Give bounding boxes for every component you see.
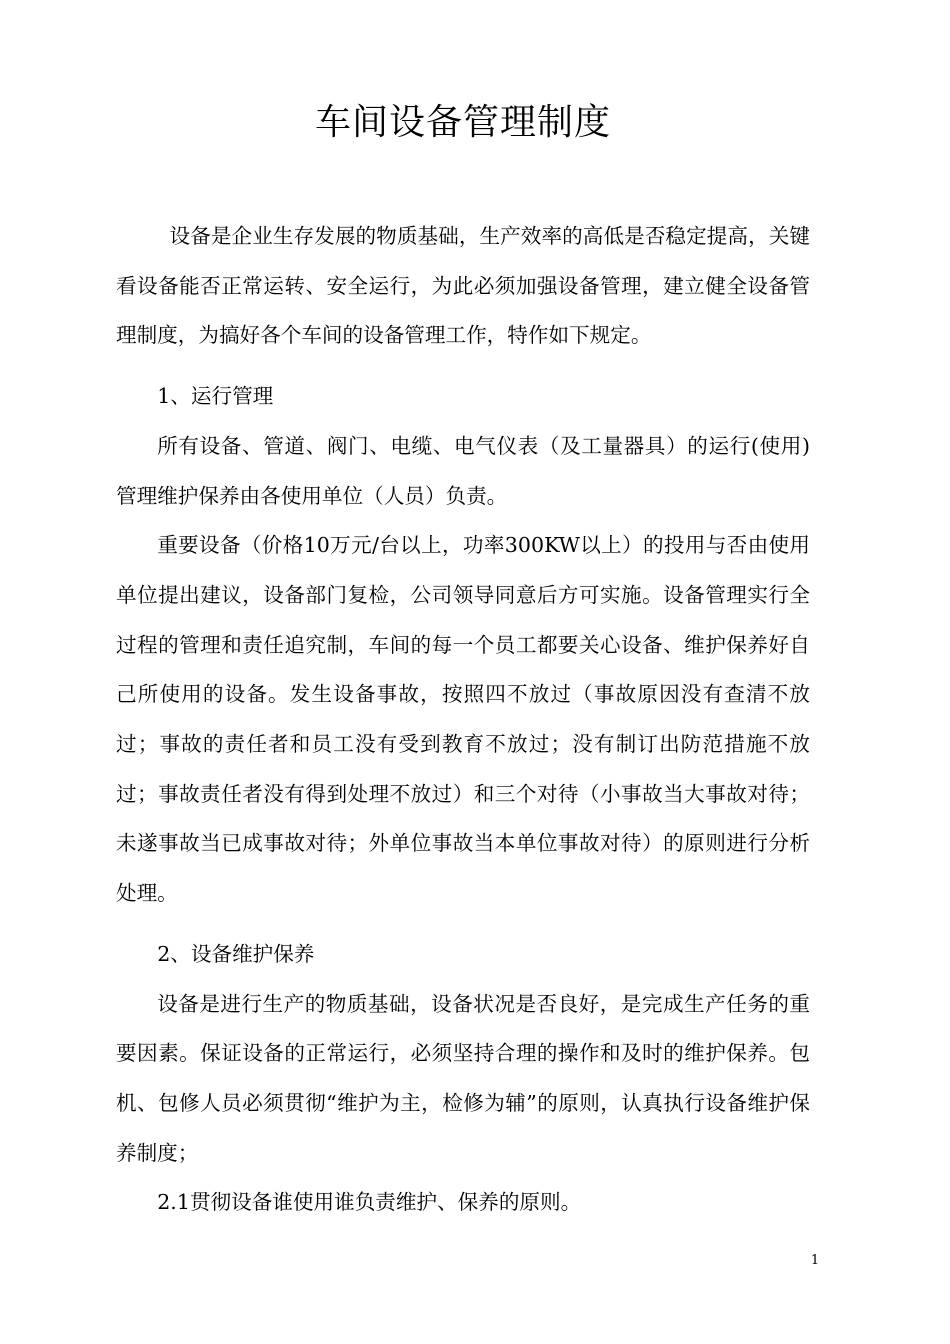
section-heading-maintenance: 2、设备维护保养 [157,941,315,966]
document-body [116,212,810,1228]
section-heading-operation: 1、运行管理 [157,384,274,409]
document-title: 车间设备管理制度 [314,102,611,143]
section-operation-paragraph-2: 重要设备（价格10万元/台以上，功率300KW以上）的投用与否由使用单位提出建议，设备部门复检，公司领导同意后方可实施。设备管理实行全过程的管理和责任追究制，车间的每一个员工都要关心设备、维护保养好自己所使用的设备。发生设备事故，按照四不放过（事故原因没有查清不放过；事故的责任者和员工没有受到教育不放过；没有制订出防范措施不放过；事故责任者没有得到处理不放过）和三个对待（小事故当大事故对待；未遂事故当已成事故对待；外单位事故当本单位事故对待）的原则进行分析处理。 [116,533,810,906]
section-spacer [116,361,810,372]
section-spacer [116,919,810,930]
page-number: 1 [810,1253,820,1268]
section-maintenance-paragraph-2: 2.1贯彻设备谁使用谁负责维护、保养的原则。 [157,1190,582,1215]
intro-paragraph: 设备是企业生存发展的物质基础，生产效率的高低是否稳定提高，关键看设备能否正常运转、安全运行，为此必须加强设备管理，建立健全设备管理制度，为搞好各个车间的设备管理工作，特作如下规定。 [116,224,810,348]
section-operation-paragraph-1: 所有设备、管道、阀门、电缆、电气仪表（及工量器具）的运行(使用)管理维护保养由各使用单位（人员）负责。 [116,433,810,508]
section-maintenance-paragraph-1: 设备是进行生产的物质基础，设备状况是否良好，是完成生产任务的重要因素。保证设备的正常运行，必须坚持合理的操作和及时的维护保养。包机、包修人员必须贯彻“维护为主，检修为辅”的原则，认真执行设备维护保养制度； [116,991,810,1165]
